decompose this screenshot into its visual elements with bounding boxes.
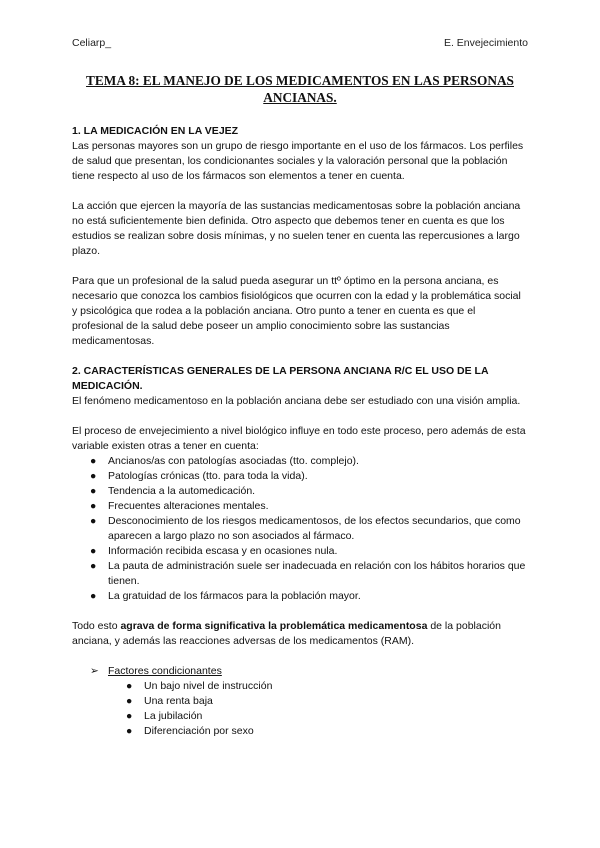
list-item: [72, 469, 528, 484]
list-item-text: La jubilación: [144, 710, 203, 722]
list-item: [72, 589, 528, 604]
summary-emphasis: agrava de forma significativa la problemática medicamentosa: [120, 620, 428, 632]
document-title: TEMA 8: EL MANEJO DE LOS MEDICAMENTOS EN LAS PERSONAS ANCIANAS.: [86, 73, 514, 105]
section-2-paragraph-1: El fenómeno medicamentoso en la población anciana debe ser estudiado con una visión amplia.: [72, 395, 521, 407]
summary-prefix: Todo esto: [72, 620, 121, 632]
risk-factor-list: [72, 454, 528, 604]
list-item: [108, 679, 528, 694]
list-item: [72, 514, 528, 544]
list-item: [108, 694, 528, 709]
section-1-paragraph-2: La acción que ejercen la mayoría de las sustancias medicamentosas sobre la población anciana no está suficientemente bien definida. Otro aspecto que debemos tener en cuenta es que los estudios se realizan sobre dosis mínimas, y no suelen tener en cuenta las repercusiones a largo plazo.: [72, 200, 521, 257]
list-item: [72, 454, 528, 469]
list-item-text: La gratuidad de los fármacos para la población mayor.: [108, 590, 361, 602]
factors-sublist: [108, 679, 528, 739]
list-item-text: Una renta baja: [144, 695, 213, 707]
bullet-icon: ●: [90, 485, 97, 497]
list-item-text: Tendencia a la automedicación.: [108, 485, 256, 497]
bullet-icon: ●: [126, 725, 133, 737]
arrow-bullet-icon: ➢: [90, 665, 99, 677]
conditioning-factors: [72, 664, 528, 739]
list-item: [72, 559, 528, 589]
factors-item: [72, 664, 528, 739]
document-body: [72, 124, 528, 739]
list-item: [72, 499, 528, 514]
section-2-paragraph-2: El proceso de envejecimiento a nivel biológico influye en todo este proceso, pero además de esta variable existen otras a tener en cuenta:: [72, 425, 526, 452]
bullet-icon: ●: [90, 560, 97, 572]
list-item-text: Diferenciación por sexo: [144, 725, 254, 737]
bullet-icon: ●: [126, 680, 133, 692]
bullet-icon: ●: [90, 545, 97, 557]
bullet-icon: ●: [90, 515, 97, 527]
section-1-heading: 1. LA MEDICACIÓN EN LA VEJEZ: [72, 125, 239, 137]
list-item: [108, 709, 528, 724]
section-2-heading: 2. CARACTERÍSTICAS GENERALES DE LA PERSONA ANCIANA R/C EL USO DE LA MEDICACIÓN.: [72, 365, 489, 392]
list-item: [108, 724, 528, 739]
list-item-text: La pauta de administración suele ser inadecuada en relación con los hábitos horarios que tienen.: [108, 560, 526, 587]
list-item-text: Ancianos/as con patologías asociadas (tto. complejo).: [108, 455, 359, 467]
list-item-text: Frecuentes alteraciones mentales.: [108, 500, 269, 512]
header-right: E. Envejecimiento: [443, 37, 528, 49]
list-item-text: Un bajo nivel de instrucción: [144, 680, 273, 692]
bullet-icon: ●: [90, 455, 97, 467]
list-item-text: Información recibida escasa y en ocasiones nula.: [108, 545, 338, 557]
section-1-paragraph-3: Para que un profesional de la salud pueda asegurar un ttº óptimo en la persona anciana, es necesario que conozca los cambios fisiológicos que ocurren con la edad y la problemática social y psicológica que rodea a la población anciana. Otro punto a tener en cuenta es que el profesional de la salud debe poseer un amplio conocimiento sobre las sustancias medicamentosas.: [72, 275, 521, 347]
bullet-icon: ●: [90, 590, 97, 602]
list-item-text: Desconocimiento de los riesgos medicamentosos, de los efectos secundarios, que como aparecen a largo plazo no son asociados al fármaco.: [108, 515, 521, 542]
section-2-summary: [72, 619, 528, 649]
section-1-paragraph-1: Las personas mayores son un grupo de riesgo importante en el uso de los fármacos. Los perfiles de salud que presentan, los condicionantes sociales y la valoración personal que la población tiene respecto al uso de los fármacos son elementos a tener en cuenta.: [72, 140, 524, 182]
list-item: [72, 544, 528, 559]
list-item-text: Patologías crónicas (tto. para toda la vida).: [108, 470, 308, 482]
bullet-icon: ●: [126, 695, 133, 707]
factors-heading: Factores condicionantes: [108, 665, 222, 677]
bullet-icon: ●: [90, 470, 97, 482]
list-item: [72, 484, 528, 499]
header-left: Celiarp_: [72, 37, 112, 49]
bullet-icon: ●: [126, 710, 133, 722]
bullet-icon: ●: [90, 500, 97, 512]
summary-suffix: de la población anciana, y además las reacciones adversas de los medicamentos (RAM).: [72, 620, 501, 647]
